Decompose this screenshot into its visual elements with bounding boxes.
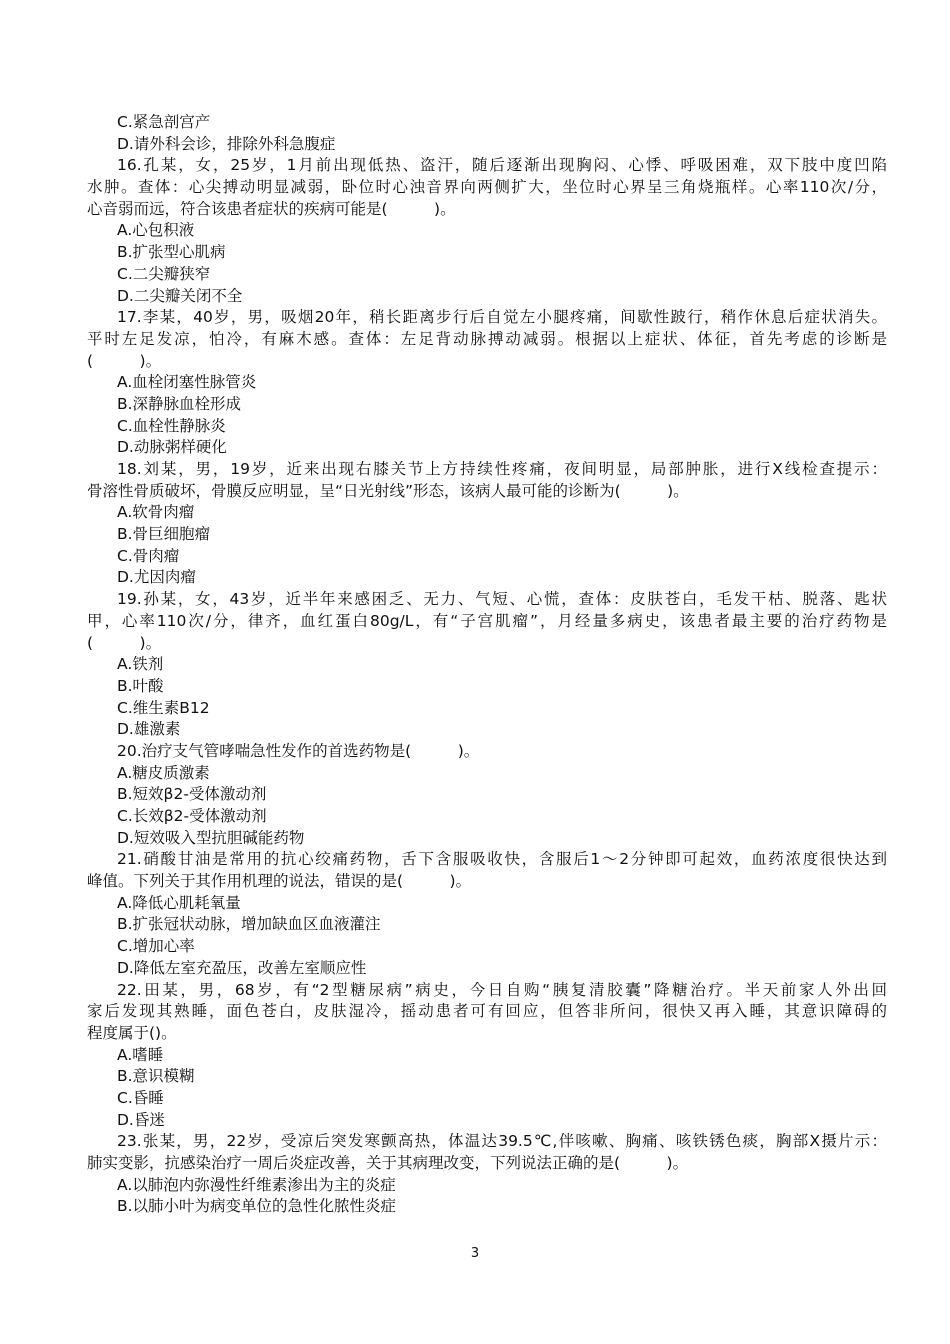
question-20-stem: 20.治疗支气管哮喘急性发作的首选药物是( )。 (117, 741, 480, 760)
question-20-option-a: A.糖皮质激素 (117, 763, 210, 782)
question-22-option-d: D.昏迷 (117, 1110, 165, 1129)
question-21-option-c: C.增加心率 (117, 937, 195, 956)
question-17-stem: 17.李某，40岁，男，吸烟20年，稍长距离步行后自觉左小腿疼痛，间歇性跛行，稍作休息后症状消失。 (117, 308, 887, 327)
question-19-stem: 19.孙某，女，43岁，近半年来感困乏、无力、气短、心慌，查体：皮肤苍白，毛发干枯、脱落、匙状 (117, 590, 887, 609)
question-21-option-d: D.降低左室充盈压，改善左室顺应性 (117, 958, 367, 977)
question-16-stem: 16.孔某，女，25岁，1月前出现低热、盗汗，随后逐渐出现胸闷、心悸、呼吸困难，双下肢中度凹陷 (117, 156, 887, 175)
page-number: 3 (470, 1246, 480, 1261)
question-18-option-a: A.软骨肉瘤 (117, 503, 195, 522)
question-16-option-d: D.二尖瓣关闭不全 (117, 286, 243, 305)
question-17-option-c: C.血栓性静脉炎 (117, 416, 226, 435)
question-23-stem: 肺实变影，抗感染治疗一周后炎症改善，关于其病理改变，下列说法正确的是( )。 (87, 1154, 689, 1172)
question-23-stem: 23.张某，男，22岁，受凉后突发寒颤高热，体温达39.5℃,伴咳嗽、胸痛、咳铁锈色痰，胸部X摄片示： (117, 1132, 887, 1151)
question-18-option-d: D.尤因肉瘤 (117, 568, 196, 587)
question-19-option-c: C.维生素B12 (117, 698, 210, 717)
question-18-stem: 18.刘某，男，19岁，近来出现右膝关节上方持续性疼痛，夜间明显，局部肿胀，进行X线检查提示： (117, 460, 887, 478)
question-17-stem: 平时左足发凉，怕冷，有麻木感。查体：左足背动脉搏动减弱。根据以上症状、体征，首先考虑的诊断是 (87, 329, 887, 348)
question-22-stem: 22.田某，男，68岁，有“2型糖尿病”病史，今日自购“胰复清胶囊”降糖治疗。半天前家人外出回 (117, 980, 887, 999)
question-20-option-c: C.长效β2-受体激动剂 (117, 807, 267, 825)
question-16-option-a: A.心包积液 (117, 221, 195, 240)
question-18-option-b: B.骨巨细胞瘤 (117, 525, 211, 544)
question-19-stem: ( )。 (87, 633, 162, 652)
option-line: C.紧急剖宫产 (117, 113, 211, 131)
question-16-stem: 水肿。查体：心尖搏动明显减弱，卧位时心浊音界向两侧扩大，坐位时心界呈三角烧瓶样。心率110次/分， (87, 178, 887, 197)
question-23-option-b: B.以肺小叶为病变单位的急性化脓性炎症 (117, 1197, 397, 1216)
question-17-option-b: B.深静脉血栓形成 (117, 394, 242, 413)
question-18-option-c: C.骨肉瘤 (117, 546, 180, 565)
question-16-option-c: C.二尖瓣狭窄 (117, 264, 211, 283)
option-line: D.请外科会诊，排除外科急腹症 (117, 134, 336, 153)
question-22-option-b: B.意识模糊 (117, 1067, 195, 1086)
question-22-stem: 程度属于()。 (87, 1023, 177, 1042)
question-21-option-b: B.扩张冠状动脉，增加缺血区血液灌注 (117, 915, 381, 934)
question-19-option-a: A.铁剂 (117, 655, 164, 674)
question-17-stem: ( )。 (87, 351, 162, 370)
question-17-option-a: A.血栓闭塞性脉管炎 (117, 373, 257, 392)
question-22-option-a: A.嗜睡 (117, 1045, 164, 1064)
question-22-option-c: C.昏睡 (117, 1088, 164, 1107)
question-19-stem: 甲，心率110次/分，律齐，血红蛋白80g/L，有“子宫肌瘤”，月经量多病史，该患者最主要的治疗药物是 (87, 611, 887, 630)
question-21-stem: 21.硝酸甘油是常用的抗心绞痛药物，舌下含服吸收快，含服后1～2分钟即可起效，血药浓度很快达到 (117, 850, 887, 869)
question-20-option-d: D.短效吸入型抗胆碱能药物 (117, 828, 305, 847)
question-19-option-d: D.雄激素 (117, 720, 181, 739)
question-21-option-a: A.降低心肌耗氧量 (117, 893, 241, 912)
question-20-option-b: B.短效β2-受体激动剂 (117, 785, 267, 804)
question-19-option-b: B.叶酸 (117, 676, 164, 695)
question-22-stem: 家后发现其熟睡，面色苍白，皮肤湿冷，摇动患者可有回应，但答非所问，很快又再入睡，其意识障碍的 (87, 1002, 887, 1021)
page-content (87, 112, 887, 1218)
question-16-stem: 心音弱而远，符合该患者症状的疾病可能是( )。 (87, 199, 456, 218)
question-16-option-b: B.扩张型心肌病 (117, 243, 226, 262)
question-23-option-a: A.以肺泡内弥漫性纤维素渗出为主的炎症 (117, 1175, 396, 1194)
question-21-stem: 峰值。下列关于其作用机理的说法，错误的是( )。 (87, 872, 472, 891)
question-17-option-d: D.动脉粥样硬化 (117, 438, 227, 457)
question-18-stem: 骨溶性骨质破坏，骨膜反应明显，呈“日光射线”形态，该病人最可能的诊断为( )。 (87, 481, 689, 500)
